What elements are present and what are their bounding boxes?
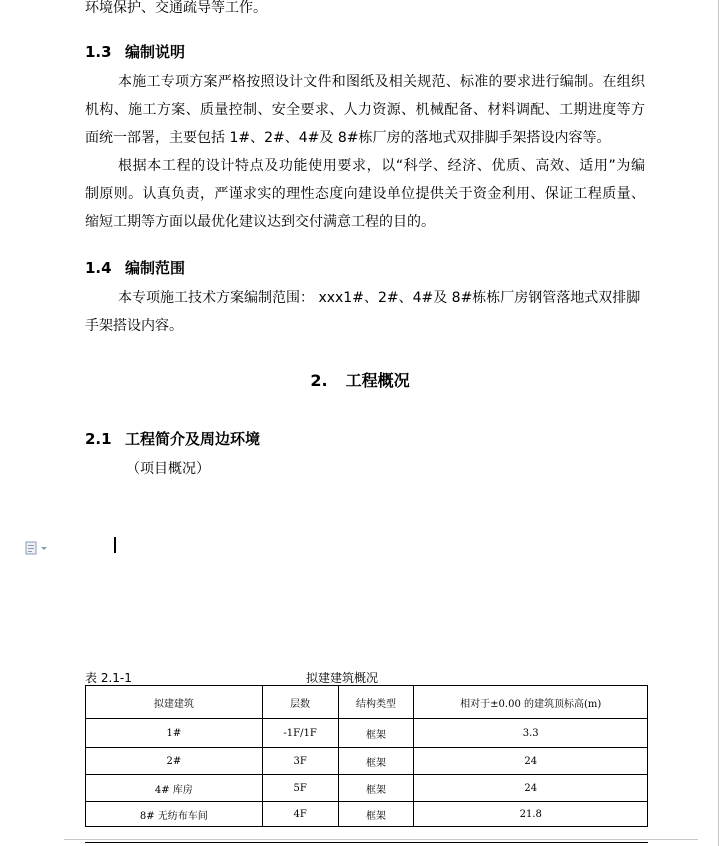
table-continuation-border — [85, 842, 648, 843]
table-cell: 24 — [414, 775, 648, 802]
section-title: 编制说明 — [125, 43, 186, 61]
table-row — [86, 775, 648, 802]
section-number: 1.3 — [85, 43, 112, 61]
section-number: 1.4 — [85, 259, 112, 277]
paragraph-line: 手架搭设内容。 — [85, 318, 183, 334]
table-cell: 4# 库房 — [86, 775, 263, 802]
section-note: （项目概况） — [126, 461, 210, 477]
paragraph-line: 机构、施工方案、质量控制、安全要求、人力资源、机械配备、材料调配、工期进度等方 — [85, 102, 645, 118]
table-cell: 21.8 — [414, 802, 648, 827]
paste-options-icon[interactable] — [25, 541, 49, 555]
paragraph-line: 根据本工程的设计特点及功能使用要求，以“科学、经济、优质、高效、适用”为编 — [118, 158, 645, 174]
table-cell: 3.3 — [414, 719, 648, 748]
paragraph-line: 环境保护、交通疏导等工作。 — [85, 0, 267, 16]
table-row — [86, 802, 648, 827]
table-cell: 8# 无纺布车间 — [86, 802, 263, 827]
table-row — [86, 748, 648, 775]
page-bottom-divider — [64, 839, 698, 840]
building-overview-table — [85, 685, 648, 827]
table-cell: 框架 — [338, 775, 414, 802]
section-number: 2.1 — [85, 430, 112, 448]
section-heading-1-3 — [85, 41, 185, 62]
paragraph-line: 本施工专项方案严格按照设计文件和图纸及相关规范、标准的要求进行编制。在组织 — [118, 74, 645, 90]
section-heading-2-1 — [85, 428, 260, 449]
table-caption: 拟建建筑概况 — [306, 671, 379, 685]
table-cell: 1# — [86, 719, 263, 748]
table-header-cell: 拟建建筑 — [86, 686, 263, 719]
table-cell: 4F — [262, 802, 338, 827]
chapter-number: 2. — [310, 371, 328, 390]
table-cell: 2# — [86, 748, 263, 775]
table-cell: 框架 — [338, 719, 414, 748]
table-header-row — [86, 686, 648, 719]
table-header-cell: 层数 — [262, 686, 338, 719]
table-number: 表 2.1-1 — [85, 671, 132, 685]
table-row — [86, 719, 648, 748]
table-cell: 24 — [414, 748, 648, 775]
table-header-cell: 相对于±0.00 的建筑顶标高(m) — [414, 686, 648, 719]
chapter-heading — [0, 368, 720, 391]
paragraph-line: 面统一部署，主要包括 1#、2#、4#及 8#栋厂房的落地式双排脚手架搭设内容等。 — [85, 130, 611, 146]
table-cell: 框架 — [338, 802, 414, 827]
section-title: 工程简介及周边环境 — [125, 430, 261, 448]
table-cell: -1F/1F — [262, 719, 338, 748]
paragraph-line: 本专项施工技术方案编制范围： xxx1#、2#、4#及 8#栋栋厂房钢管落地式双排脚 — [118, 290, 641, 306]
paragraph-line: 制原则。认真负责，严谨求实的理性态度向建设单位提供关于资金利用、保证工程质量、 — [85, 186, 645, 202]
table-header-cell: 结构类型 — [338, 686, 414, 719]
table-cell: 框架 — [338, 748, 414, 775]
section-title: 编制范围 — [125, 259, 186, 277]
paragraph-line: 缩短工期等方面以最优化建议达到交付满意工程的目的。 — [85, 214, 435, 230]
table-cell: 3F — [262, 748, 338, 775]
text-cursor — [114, 537, 116, 553]
table-cell: 5F — [262, 775, 338, 802]
chapter-title: 工程概况 — [345, 371, 410, 390]
section-heading-1-4 — [85, 257, 185, 278]
